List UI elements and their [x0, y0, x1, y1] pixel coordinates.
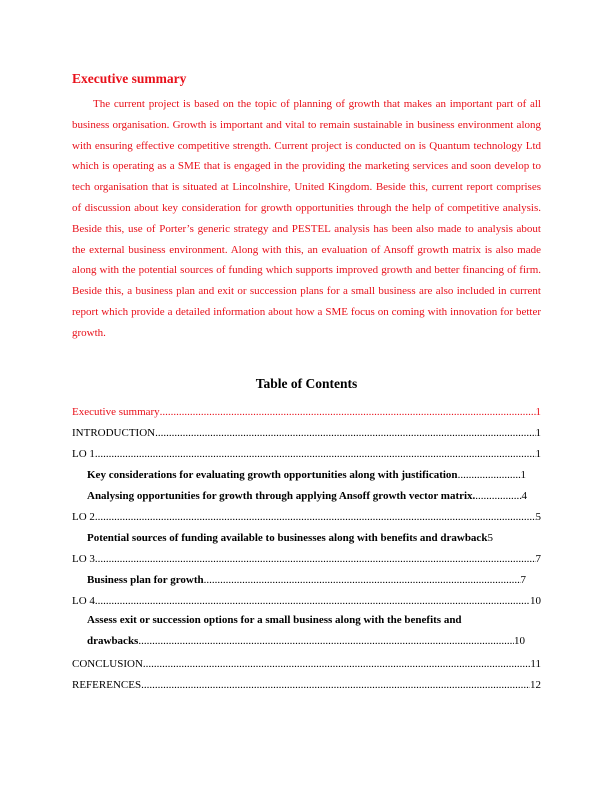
- toc-entry-label: Key considerations for evaluating growth opportunities along with justification: [87, 469, 458, 481]
- toc-entry-page: 11: [530, 658, 541, 670]
- toc-entry-page: 4: [521, 490, 527, 502]
- toc-entry-page: 1: [535, 406, 541, 418]
- toc-entry-page: 1: [535, 448, 541, 460]
- toc-entry-label: CONCLUSION: [72, 658, 143, 670]
- toc-entry-page: 5: [487, 532, 493, 544]
- toc-entry-label: Business plan for growth: [87, 574, 204, 586]
- executive-summary-paragraph: The current project is based on the topic of planning of growth that makes an important part of all business organisation. Growth is important and vital to remain sustainable in business environment along with ensuring effective competitive strength. Current project is conducted on is Quantum technology Ltd which is operating as a SME that is engaged in the providing the marketing services and soon develop to tech organisation that is situated at Lincolnshire, United Kingdom. Beside this, current report comprises of discussion about key consideration for growth opportunities through the help of competitive analysis. Beside this, use of Porter’s generic strategy and PESTEL analysis has been also made to analysis about the external business environment. Along with this, an evaluation of Ansoff growth matrix is also made along with the potential sources of funding which supports improved growth and better financing of firm. Beside this, a business plan and exit or succession plans for a small business are also included in current report which provide a detailed information about how a SME focus on coming with innovation for better growth.: [72, 98, 541, 339]
- toc-entry-key-considerations[interactable]: [87, 467, 526, 483]
- toc-entry-label: REFERENCES: [72, 679, 142, 691]
- toc-entry-exit-succession[interactable]: [87, 610, 541, 652]
- executive-summary-heading: Executive summary: [72, 71, 187, 86]
- toc-entry-label: LO 2: [72, 511, 95, 523]
- toc-entry-label: Potential sources of funding available to businesses along with benefits and drawback: [87, 532, 488, 544]
- toc-entry-label: Executive summary: [72, 406, 160, 418]
- toc-entry-conclusion[interactable]: [72, 656, 541, 672]
- toc-title: Table of Contents: [255, 376, 358, 391]
- toc-entry-page: 12: [530, 679, 541, 691]
- toc-entry-references[interactable]: [72, 677, 541, 693]
- toc-entry-ansoff-matrix[interactable]: [87, 488, 527, 504]
- toc-entry-page: 1: [520, 469, 526, 481]
- toc-entry-introduction[interactable]: [72, 425, 541, 441]
- toc-entry-label: Assess exit or succession options for a small business along with the benefits and: [87, 614, 462, 626]
- toc-entry-label: LO 3: [72, 553, 95, 565]
- toc-entry-page: 1: [535, 427, 541, 439]
- toc-entry-page: 5: [535, 511, 541, 523]
- toc-entry-page: 7: [520, 574, 526, 586]
- toc-entry-sources-of-funding[interactable]: [87, 530, 541, 546]
- toc-entry-business-plan[interactable]: [87, 572, 526, 588]
- toc-entry-label: Analysing opportunities for growth through applying Ansoff growth vector matrix.: [87, 490, 476, 502]
- toc-entry-label-continued: drawbacks: [87, 635, 139, 647]
- toc-entry-executive-summary[interactable]: [72, 404, 541, 420]
- toc-entry-page: 10: [530, 595, 541, 607]
- toc-entry-lo2[interactable]: [72, 509, 541, 525]
- toc-entry-page: 10: [514, 635, 525, 647]
- toc-entry-lo3[interactable]: [72, 551, 541, 567]
- toc-entry-label: LO 1: [72, 448, 95, 460]
- toc-entry-lo1[interactable]: [72, 446, 541, 462]
- toc-entry-label: INTRODUCTION: [72, 427, 156, 439]
- toc-entry-label: LO 4: [72, 595, 95, 607]
- toc-entry-lo4[interactable]: [72, 593, 541, 609]
- toc-entry-page: 7: [535, 553, 541, 565]
